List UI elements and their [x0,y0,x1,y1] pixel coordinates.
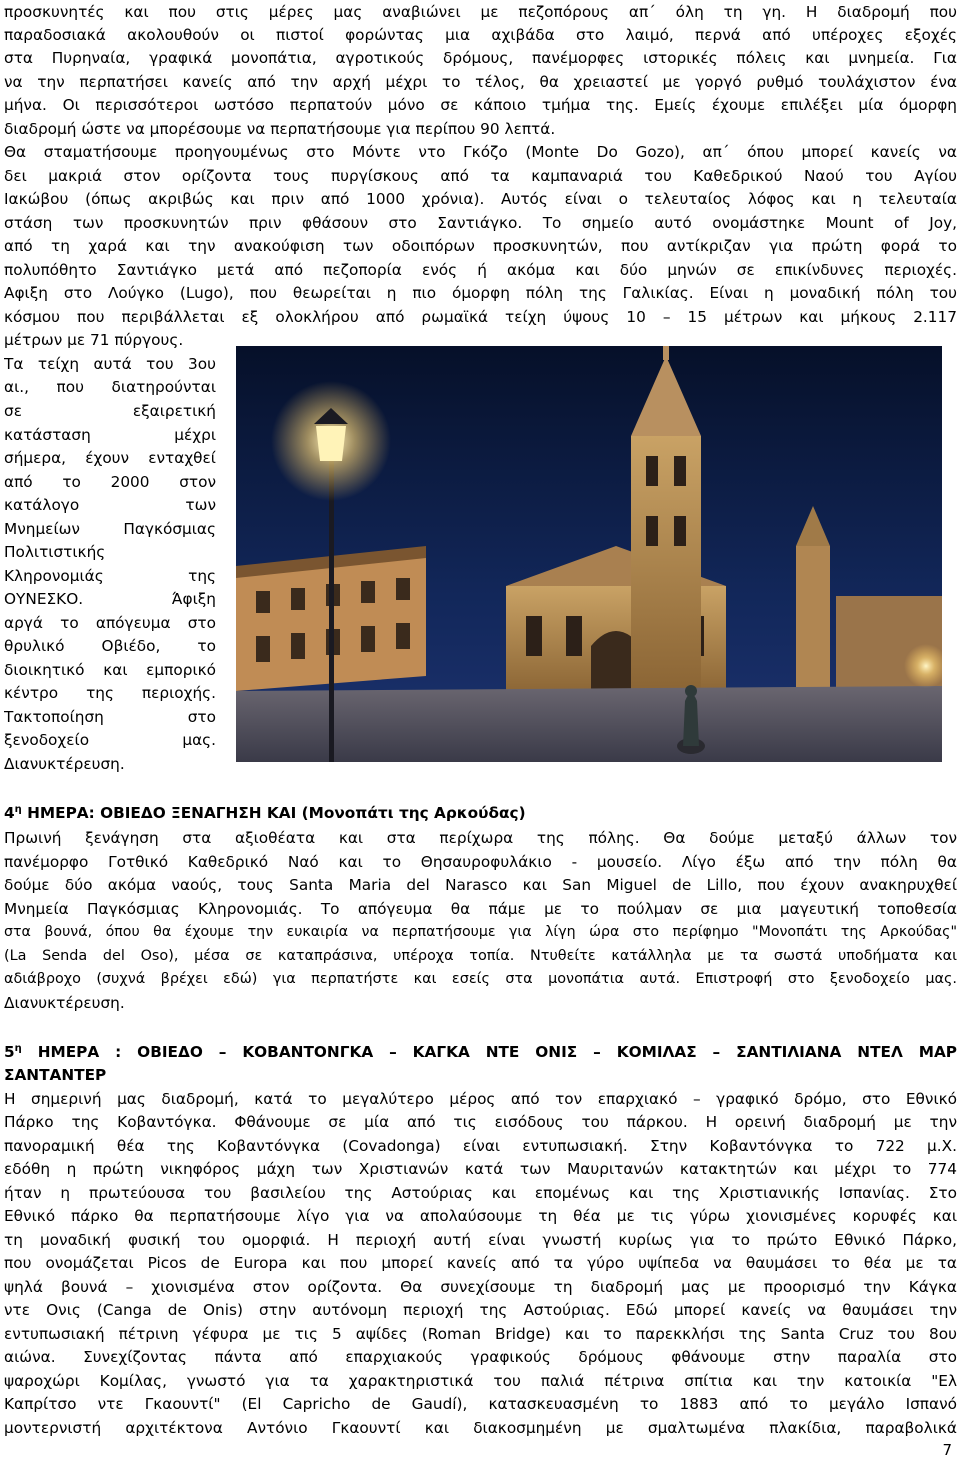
text-line: προσκυνητές και που στις μέρες μας αναβιώνει με πεζοπόρους απ΄ όλη τη γη. Η διαδρομή που [4,3,957,21]
text-line: Τακτοποίηση στο [4,708,216,726]
text-line: μήνα. Οι περισσότεροι ωστόσο περπατούν μόνο σε κάποιο τμήμα της. Εμείς έχουμε επιλέξει μία όμορφη [4,96,957,114]
day-title: ΗΜΕΡΑ : ΟΒΙΕΔΟ – ΚΟΒΑΝΤΟΝΓΚΑ – ΚΑΓΚΑ ΝΤΕ ΟΝΙΣ – ΚΟΜΙΛΑΣ – ΣΑΝΤΙΛΙΑΝΑ ΝΤΕΛ ΜΑΡ [37,1043,957,1061]
text-line: Θα σταματήσουμε προηγουμένως στο Μόντε ντο Γκόζο (Monte Do Gozo), απ΄ όπου μπορεί κανείς να [4,143,957,161]
text-line: Πρωινή ξενάγηση στα αξιοθέατα και στα περίχωρα της πόλης. Θα δούμε μεταξύ άλλων τον [4,829,957,847]
text-line: κατάλογο των [4,496,216,514]
day-number: 5 [4,1043,15,1061]
text-line: Ιακώβου (όπως ακριβώς και πριν από 1000 χρόνια). Αυτός είναι ο τελευταίος λόφος και η τελευταία [4,190,957,208]
text-line: Πολιτιστικής [4,543,106,561]
text-line: εδόθη η πρώτη νικηφόρος μάχη των Χριστιανών κατά των Μαυριτανών κατακτητών και μέχρι το 774 [4,1160,957,1178]
text-line: μοντερνιστή αρχιτέκτονα Αντόνιο Γκαουντί και διακοσμημένη με σμαλτωμένα πλακίδια, παραβολικά [4,1419,957,1437]
text-line: αιώνα. Συνεχίζοντας πάντα από επαρχιακούς γραφικούς δρόμους φθάνουμε στην παραλία στο [4,1348,957,1366]
text-line: Μνημείων Παγκόσμιας [4,520,216,538]
text-line: Κληρονομιάς της [4,567,216,585]
text-line: αδιάβροχο (συχνά βρέχει εδώ) για περπατήστε και εσείς στα μονοπάτια αυτά. Επιστροφή στο ξενοδοχείο μας. [4,971,957,987]
day-ordinal: η [14,803,22,815]
text-line: θρυλικό Οβιέδο, το [4,637,216,655]
text-line: κόσμου που περιβάλλεται εξ ολοκλήρου από ρωμαϊκά τείχη ύψους 10 – 15 μέτρων και μήκους 2.117 [4,308,957,326]
text-line: παραδοσιακά ακολουθούν οι πιστοί φορώντας μια αχιβάδα στο λαιμό, περνά από υπέροχες εξοχές [4,26,957,44]
text-line: Διανυκτέρευση. [4,994,125,1012]
text-line: να την περπατήσει κανείς από την αρχή μέχρι το τέλος, θα χρειαστεί με γοργό ρυθμό τουλάχιστον ένα [4,73,957,91]
text-line: εντυπωσιακή πέτρινη γέφυρα με τις 5 αψίδες (Roman Bridge) και το παρεκκλήσι της Santa Cruz του 8ου [4,1325,957,1343]
text-line: (La Senda del Oso), μέσα σε καταπράσινα, υπέροχα τοπία. Ντυθείτε κατάλληλα με τα σωστά υποδήματα και [4,948,957,964]
day-title: ΗΜΕΡΑ: ΟΒΙΕΔΟ ΞΕΝΑΓΗΣΗ ΚΑΙ (Μονοπάτι της Αρκούδας) [27,804,526,822]
text-line: ντε Ονις (Canga de Onis) στην αυτόνομη περιοχή της Αστούριας. Εδώ μπορεί κανείς να θαυμάσει την [4,1301,957,1319]
text-line: ΟΥΝΕΣΚΟ. Άφιξη [4,590,216,608]
day5-heading-cont: ΣΑΝΤΑΝΤΕΡ [4,1066,107,1084]
day4-heading [4,802,957,826]
text-line: κέντρο της περιοχής. [4,684,216,702]
text-line: ήταν η πρωτεύουσα του βασιλείου της Αστούριας και επομένως και της Χριστιανικής Ισπανίας. Στο [4,1184,957,1202]
text-line: ψαροχώρι Κομίλας, γνωστό για τα χαρακτηριστικά του παλιά πέτρινα σπίτια και την κατοικία "Ελ [4,1372,957,1390]
text-line: Η σημερινή μας διαδρομή, κατά το μεγαλύτερο μέρος από τον επαρχιακό – γραφικό δρόμο, στο Εθνικό [4,1090,957,1108]
text-line: Διανυκτέρευση. [4,755,125,773]
text-line: δούμε δύο ακόμα ναούς, τους Santa Maria del Narasco και San Miguel de Lillo, που έχουν ανακηρυχθεί [4,876,957,894]
text-line: Εθνικό πάρκο θα περπατήσουμε λίγο για να απολαύσουμε τη θέα με τις γύρω χιονισμένες κορυφές και [4,1207,957,1225]
day5-heading [4,1041,957,1065]
text-line: διοικητικό και εμπορικό [4,661,216,679]
text-line: μέτρων με 71 πύργους. [4,331,184,349]
text-line: στα βουνά, όπου θα έχουμε την ευκαιρία να περπατήσουμε για λίγη ώρα στο περίφημο "Μονοπάτι της Αρκούδας" [4,924,957,940]
text-line: Μνημεία Παγκόσμιας Κληρονομιάς. Το απόγευμα θα πάμε με το πούλμαν σε μια μαγευτική τοποθεσία [4,900,957,918]
text-line: αι., που διατηρούνται [4,378,216,396]
page-number: 7 [942,1441,952,1459]
text-line: πολυπόθητο Σαντιάγκο μετά από πεζοπορία ενός ή ακόμα και δύο μηνών σε επικίνδυνες περιοχές. [4,261,957,279]
text-line: Αφιξη στο Λούγκο (Lugo), που θεωρείται η πιο όμορφη πόλη της Γαλικίας. Είναι η μοναδική πόλη του [4,284,957,302]
text-line: στα Πυρηναία, γραφικά μονοπάτια, αγροτικούς δρόμους, πανέμορφες ιστορικές πόλεις και μνημεία. Για [4,49,957,67]
text-line: από το 2000 στον [4,473,216,491]
text-line: τη μοναδική φυσική του ομορφιά. Η περιοχή αυτή είναι γνωστή κυρίως για το πρώτο Εθνικό Πάρκο, [4,1231,957,1249]
day-ordinal: η [14,1042,22,1054]
text-line: πανέμορφο Γοτθικό Καθεδρικό Ναό και το Θησαυροφυλάκιο - μουσείο. Λίγο έξω από την πόλη θα [4,853,957,871]
text-line: κατάσταση μέχρι [4,426,216,444]
text-line: ψηλά βουνά – χιονισμένα στον ορίζοντα. Θα συνεχίσουμε τη διαδρομή μας με προορισμό την Κάγκα [4,1278,957,1296]
text-line: Τα τείχη αυτά του 3ου [4,355,216,373]
text-line: Πάρκο της Κοβαντόγκα. Φθάνουμε σε μία από τις εισόδους του πάρκου. Η ορεινή διαδρομή με την [4,1113,957,1131]
text-line: ξενοδοχείο μας. [4,731,216,749]
text-line: διαδρομή ώστε να μπορέσουμε να περπατήσουμε για περίπου 90 λεπτά. [4,120,556,138]
text-line: Καπρίτσο ντε Γκαουντί" (El Capricho de Gaudí), κατασκευασμένη το 1883 από το μεγάλο Ισπανό [4,1395,957,1413]
day-number: 4 [4,804,15,822]
text-line: που ονομάζεται Picos de Europa και που μπορεί κανείς από τα γύρο υψίπεδα να θαυμάσει το θέα με τα [4,1254,957,1272]
text-line: αργά το απόγευμα στο [4,614,216,632]
text-line: από τη χαρά και την ανακούφιση των οδοιπόρων προσκυνητών, που αντίκριζαν για πρώτη φορά το [4,237,957,255]
text-line: στάση των προσκυνητών πριν φθάσουν στο Σαντιάγκο. Το σημείο αυτό ονομάστηκε Mount of Joy, [4,214,957,232]
text-line: σε εξαιρετική [4,402,216,420]
text-line: σήμερα, έχουν ενταχθεί [4,449,216,467]
cathedral-night-photo [236,346,942,762]
text-line: πανοραμική θέα της Κοβαντόνγκα (Covadonga) είναι εντυπωσιακή. Στην Κοβαντόνγκα το 722 μ.Χ. [4,1137,957,1155]
cathedral-illustration [236,346,942,762]
text-line: δει μακριά στον ορίζοντα τους πυργίσκους από τα καμπαναριά του Καθεδρικού Ναού του Αγίου [4,167,957,185]
